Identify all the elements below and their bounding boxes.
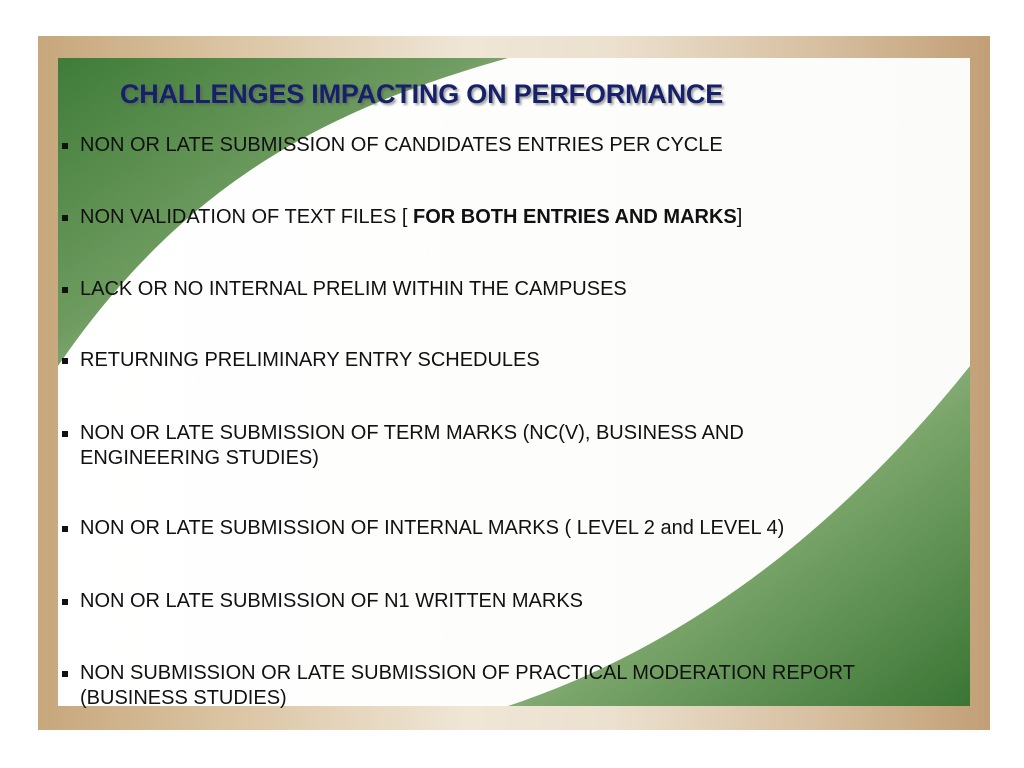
bullet-item — [62, 516, 972, 541]
square-bullet-icon — [62, 431, 68, 437]
square-bullet-icon — [62, 526, 68, 532]
bullet-text — [80, 205, 972, 230]
square-bullet-icon — [62, 671, 68, 677]
square-bullet-icon — [62, 599, 68, 605]
bullet-text: NON OR LATE SUBMISSION OF N1 WRITTEN MARKS — [80, 590, 584, 612]
square-bullet-icon — [62, 143, 68, 149]
bullet-text: RETURNING PRELIMINARY ENTRY SCHEDULES — [80, 349, 540, 371]
bullet-item — [62, 421, 862, 471]
bullet-text: LACK OR NO INTERNAL PRELIM WITHIN THE CAMPUSES — [80, 278, 627, 300]
square-bullet-icon — [62, 358, 68, 364]
bullet-text-bold: FOR BOTH ENTRIES AND MARKS — [413, 206, 737, 228]
square-bullet-icon — [62, 215, 68, 221]
bullet-item — [62, 205, 972, 230]
bullet-item — [62, 133, 972, 158]
bullet-text: NON SUBMISSION OR LATE SUBMISSION OF PRACTICAL MODERATION REPORT (BUSINESS STUDIES) — [80, 662, 855, 709]
square-bullet-icon — [62, 287, 68, 293]
bullet-text-suffix: ] — [736, 206, 743, 228]
bullet-text: NON OR LATE SUBMISSION OF INTERNAL MARKS ( LEVEL 2 and LEVEL 4) — [80, 517, 785, 539]
bullet-item — [62, 661, 967, 711]
bullet-item — [62, 277, 972, 302]
slide-title: CHALLENGES IMPACTING ON PERFORMANCE — [120, 79, 724, 109]
bullet-item — [62, 348, 972, 373]
bullet-text: NON OR LATE SUBMISSION OF TERM MARKS (NC(V), BUSINESS AND ENGINEERING STUDIES) — [80, 422, 744, 469]
bullet-text-prefix: NON VALIDATION OF TEXT FILES [ — [80, 206, 414, 228]
bullet-item — [62, 589, 972, 614]
bullet-text: NON OR LATE SUBMISSION OF CANDIDATES ENTRIES PER CYCLE — [80, 134, 723, 156]
